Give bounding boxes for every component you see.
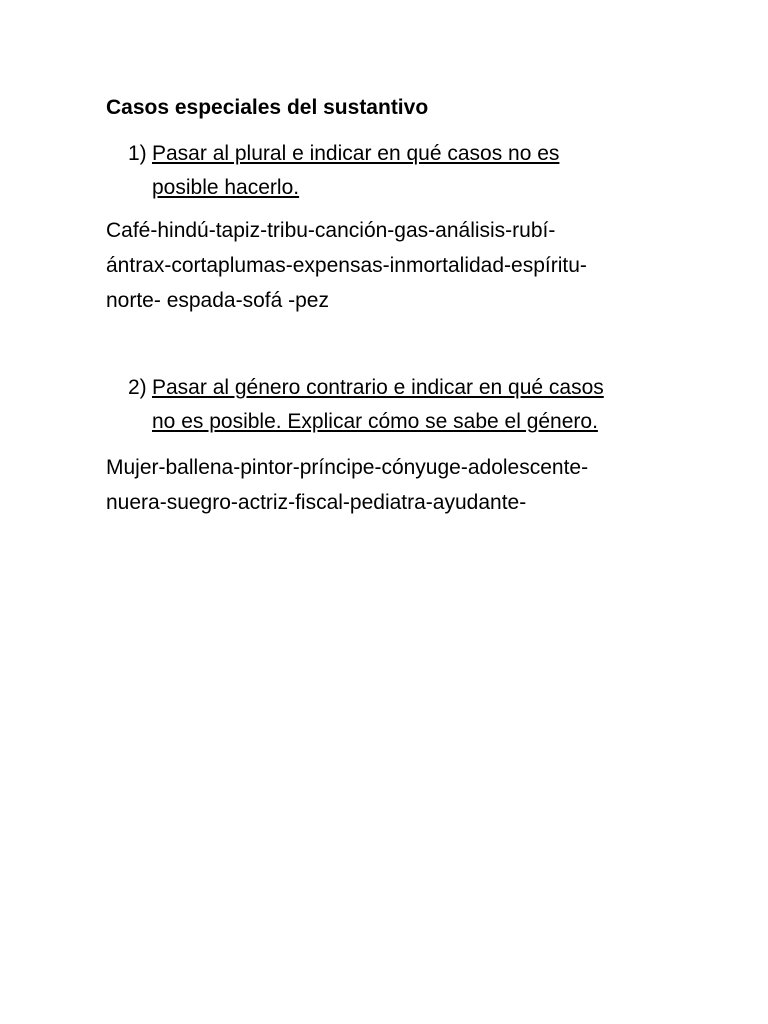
exercise-1-instruction	[106, 137, 666, 205]
exercise-1-word-list	[106, 213, 666, 318]
exercise-1-instruction-line-2: posible hacerlo.	[152, 176, 300, 199]
exercise-2-word-list	[106, 450, 666, 520]
exercise-2-instruction-line-2: no es posible. Explicar cómo se sabe el género.	[152, 410, 598, 433]
exercise-1-instruction-text	[152, 137, 632, 205]
document-title: Casos especiales del sustantivo	[106, 96, 429, 119]
exercise-1-word-line-3: norte- espada-sofá -pez	[106, 289, 329, 312]
exercise-1-word-line-1: Café-hindú-tapiz-tribu-canción-gas-análisis-rubí-	[106, 219, 556, 242]
exercise-1-word-line-2: ántrax-cortaplumas-expensas-inmortalidad-espíritu-	[106, 254, 587, 277]
exercise-2-number: 2)	[128, 376, 147, 399]
exercise-2-word-line-1: Mujer-ballena-pintor-príncipe-cónyuge-adolescente-	[106, 456, 589, 479]
exercise-2-instruction	[106, 371, 666, 439]
exercise-2-instruction-text	[152, 371, 632, 439]
exercise-2-word-line-2: nuera-suegro-actriz-fiscal-pediatra-ayudante-	[106, 491, 527, 514]
exercise-2-instruction-line-1: Pasar al género contrario e indicar en qué casos	[152, 376, 604, 399]
exercise-1-number: 1)	[128, 142, 147, 165]
exercise-1-instruction-line-1: Pasar al plural e indicar en qué casos no es	[152, 142, 560, 165]
